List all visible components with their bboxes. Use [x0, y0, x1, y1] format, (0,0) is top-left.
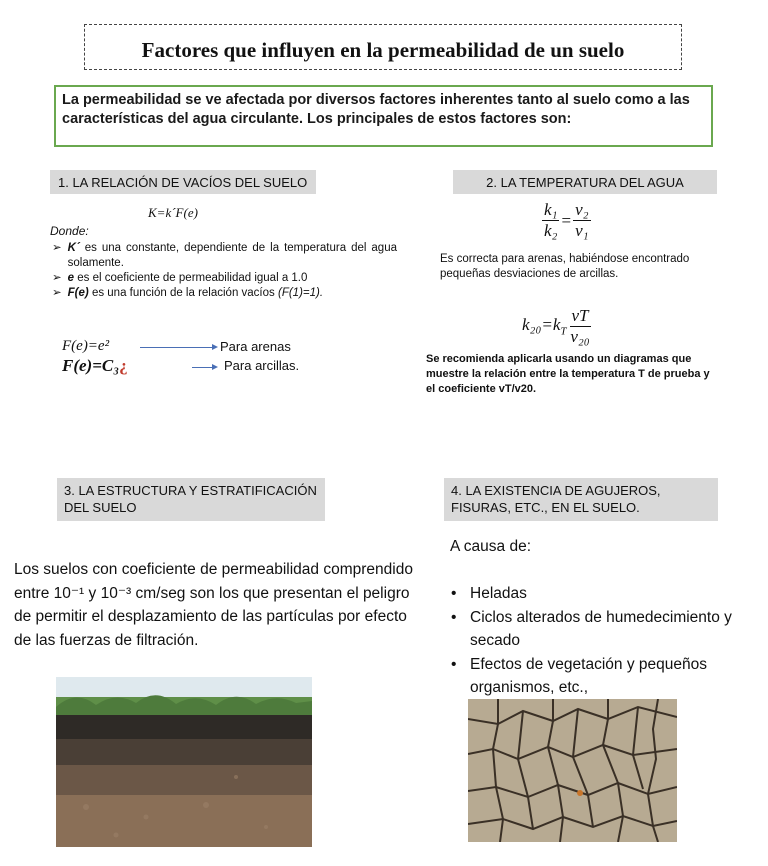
soil-profile-image: [56, 677, 312, 847]
formula-clay-text: F(e)=C₃: [62, 356, 120, 375]
definitions-list: [52, 241, 397, 301]
formula-clay: [62, 356, 128, 376]
sand-label: Para arenas: [220, 339, 291, 354]
definition-e: [52, 271, 397, 286]
definition-fe: [52, 286, 397, 301]
cause-list: [448, 582, 748, 700]
arrow-bullet-icon: ➢: [52, 287, 62, 299]
intro-text: La permeabilidad se ve afectada por diversos factores inherentes tanto al suelo como a las características del agua circulante. Los principales de estos factores son:: [62, 92, 690, 127]
arrow-sand-icon: [140, 347, 216, 348]
arrow-bullet-icon: ➢: [52, 272, 62, 284]
section-1-heading: 1. LA RELACIÓN DE VACÍOS DEL SUELO: [50, 170, 316, 194]
definition-fe-text: es una función de la relación vacíos: [91, 287, 275, 299]
ratio-nu: $\frac{\text{ν₂}}{\text{ν₁}}$: [575, 200, 589, 240]
list-item: • Efectos de vegetación y pequeños organismos, etc.,: [448, 653, 748, 700]
page-title: Factores que influyen en la permeabilidad de un suelo: [141, 38, 625, 62]
section-3-text: Los suelos con coeficiente de permeabilidad comprendido entre 10⁻¹ y 10⁻³ cm/seg son los que presentan el peligro de permitir el desplazamiento de las partículas por efecto de las fuerzas de filtración.: [14, 561, 413, 649]
ratio-k: $\frac{\text{k₁}}{\text{k₂}}$: [544, 200, 558, 240]
donde-label: Donde:: [50, 224, 89, 238]
symbol-fe: F(e): [67, 287, 89, 299]
formula-sand: F(e)=e²: [62, 338, 110, 354]
section-3-heading: 3. LA ESTRUCTURA Y ESTRATIFICACIÓN DEL SUELO: [57, 478, 325, 521]
formula-k: K=k´F(e): [148, 205, 198, 220]
cause-label: A causa de:: [450, 538, 532, 555]
clay-label: Para arcillas.: [224, 358, 300, 373]
arrow-bullet-icon: ➢: [52, 242, 62, 254]
symbol-e: e: [67, 272, 75, 284]
cracked-soil-image: [468, 699, 677, 842]
symbol-k: K´: [67, 242, 80, 254]
arrow-clay-icon: [192, 367, 216, 368]
formula-clay-mark: ¿: [119, 356, 128, 375]
definition-k-text: es una constante, dependiente de la temperatura del agua solamente.: [67, 242, 397, 269]
formula-ratio: $\frac{\text{k₁}}{\text{k₂}}$ = $\frac{\text{ν₂}}{\text{ν₁}}$: [544, 200, 589, 240]
formula-k20: $k_{20}=k_T$ $\frac{\nu T}{\text{ν₂₀}}$: [522, 306, 590, 346]
k20-fraction: $\frac{\nu T}{\text{ν₂₀}}$: [570, 306, 590, 346]
section-2-text2: Se recomienda aplicarla usando un diagramas que muestre la relación entre la temperatura T de prueba y el coeficiente vT/v20.: [426, 353, 710, 395]
list-item: • Ciclos alterados de humedecimiento y secado: [448, 606, 748, 653]
section-2-heading: 2. LA TEMPERATURA DEL AGUA: [453, 170, 717, 194]
section-2-text1: Es correcta para arenas, habiéndose encontrado pequeñas desviaciones de arcillas.: [440, 253, 690, 280]
list-item: • Heladas: [448, 582, 748, 606]
definition-k: [52, 241, 397, 271]
definition-fe-note: (F(1)=1).: [277, 287, 324, 299]
definition-e-text: es el coeficiente de permeabilidad igual a 1.0: [77, 272, 308, 284]
section-4-heading: 4. LA EXISTENCIA DE AGUJEROS, FISURAS, ETC., EN EL SUELO.: [444, 478, 718, 521]
